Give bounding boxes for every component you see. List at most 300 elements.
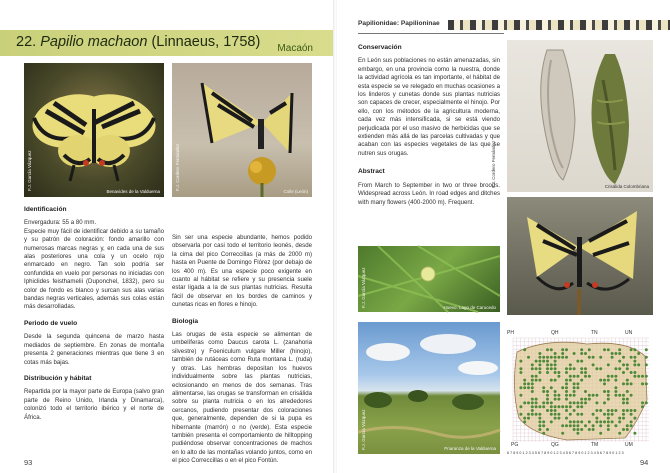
map-occurrence-dot xyxy=(614,386,617,389)
map-occurrence-dot xyxy=(542,401,545,404)
map-occurrence-dot xyxy=(538,360,541,363)
map-occurrence-dot xyxy=(535,375,538,378)
map-occurrence-dot xyxy=(607,417,610,420)
map-occurrence-dot xyxy=(584,375,587,378)
map-label-tn: TN xyxy=(591,330,598,336)
map-label-pg: PG xyxy=(511,442,519,448)
map-occurrence-dot xyxy=(554,398,557,401)
photo-caption: Benavides de la Valduerna xyxy=(106,189,160,194)
map-occurrence-dot xyxy=(546,398,549,401)
map-occurrence-dot xyxy=(527,417,530,420)
map-occurrence-dot xyxy=(622,363,625,366)
flight-period-text: Desde la segunda quincena de marzo hasta mediados de septiembre. En zonas de montaña presenta 2 generaciones mientras que tiene 3 en cotas más bajas. xyxy=(24,333,164,366)
map-label-um: UM xyxy=(625,442,633,448)
map-occurrence-dot xyxy=(523,417,526,420)
map-occurrence-dot xyxy=(599,432,602,435)
map-occurrence-dot xyxy=(576,413,579,416)
map-occurrence-dot xyxy=(573,409,576,412)
map-occurrence-dot xyxy=(519,360,522,363)
map-occurrence-dot xyxy=(588,348,591,351)
map-occurrence-dot xyxy=(538,428,541,431)
map-occurrence-dot xyxy=(546,348,549,351)
map-occurrence-dot xyxy=(614,367,617,370)
map-occurrence-dot xyxy=(599,424,602,427)
map-occurrence-dot xyxy=(645,356,648,359)
map-occurrence-dot xyxy=(535,398,538,401)
map-occurrence-dot xyxy=(531,363,534,366)
map-occurrence-dot xyxy=(546,409,549,412)
map-occurrence-dot xyxy=(554,417,557,420)
map-occurrence-dot xyxy=(542,432,545,435)
butterfly-perched-photo xyxy=(507,197,653,315)
map-occurrence-dot xyxy=(561,424,564,427)
map-occurrence-dot xyxy=(538,420,541,423)
biology-heading: Biología xyxy=(172,317,199,325)
map-occurrence-dot xyxy=(527,356,530,359)
butterfly-spread-photo xyxy=(24,63,164,197)
map-occurrence-dot xyxy=(569,394,572,397)
map-occurrence-dot xyxy=(580,367,583,370)
distribution-text: Repartida por la mayor parte de Europa (salvo gran parte de Reino Unido, Irlanda y Dinamarca), colonizó todo el territorio ibérico y el norte de África. xyxy=(24,388,164,421)
map-occurrence-dot xyxy=(573,424,576,427)
map-occurrence-dot xyxy=(622,394,625,397)
map-occurrence-dot xyxy=(569,367,572,370)
map-occurrence-dot xyxy=(603,348,606,351)
map-occurrence-dot xyxy=(576,401,579,404)
map-occurrence-dot xyxy=(557,371,560,374)
map-occurrence-dot xyxy=(618,394,621,397)
map-occurrence-dot xyxy=(573,382,576,385)
map-occurrence-dot xyxy=(573,386,576,389)
common-name: Macaón xyxy=(277,43,313,54)
map-occurrence-dot xyxy=(611,356,614,359)
map-occurrence-dot xyxy=(588,356,591,359)
map-occurrence-dot xyxy=(607,348,610,351)
map-occurrence-dot xyxy=(561,386,564,389)
map-occurrence-dot xyxy=(595,394,598,397)
map-occurrence-dot xyxy=(557,356,560,359)
map-occurrence-dot xyxy=(527,401,530,404)
map-occurrence-dot xyxy=(607,413,610,416)
map-occurrence-dot xyxy=(633,432,636,435)
map-occurrence-dot xyxy=(550,348,553,351)
map-occurrence-dot xyxy=(569,375,572,378)
map-occurrence-dot xyxy=(595,417,598,420)
map-occurrence-dot xyxy=(531,390,534,393)
map-occurrence-dot xyxy=(576,360,579,363)
map-occurrence-dot xyxy=(554,390,557,393)
map-occurrence-dot xyxy=(523,401,526,404)
map-occurrence-dot xyxy=(565,398,568,401)
map-occurrence-dot xyxy=(618,420,621,423)
map-occurrence-dot xyxy=(519,371,522,374)
map-occurrence-dot xyxy=(573,390,576,393)
map-occurrence-dot xyxy=(550,386,553,389)
photo-caption: Huevo. Lago de Carucedo xyxy=(443,305,496,310)
map-occurrence-dot xyxy=(622,409,625,412)
biology-text: Las orugas de esta especie se alimentan de umbelíferas como Daucus carota L. (zanahoria silvestre) y Foeniculum vulgare Miller (hinojo), también de rutáceas como Ruta montana L. (ruda) y otras. Las hembras depositan los huevos individualmente sobre las plantas nutricias, eclosionando en menos de dos semanas. Tras alimentarse, las orugas se transforman en crisálida sobre su planta nutricia o en los alrededores cercanos, pudiendo presentar dos coloraciones que, generalmente, dependen de si la pupa es hibernante (marrón) o no (verde). Esta especie también presenta el comportamiento de hilltopping pudiéndose observar concentraciones de machos en lo alto de las montañas volando juntos, como en el pico Correccillas o en el pico Fontún. xyxy=(172,331,312,465)
map-occurrence-dot xyxy=(546,363,549,366)
map-occurrence-dot xyxy=(622,398,625,401)
map-occurrence-dot xyxy=(592,428,595,431)
photo-caption: Priaranza de la Valduerna xyxy=(444,446,496,451)
map-occurrence-dot xyxy=(561,352,564,355)
map-occurrence-dot xyxy=(607,398,610,401)
map-occurrence-dot xyxy=(626,428,629,431)
map-occurrence-dot xyxy=(595,401,598,404)
map-occurrence-dot xyxy=(550,356,553,359)
map-occurrence-dot xyxy=(565,386,568,389)
map-occurrence-dot xyxy=(546,401,549,404)
map-occurrence-dot xyxy=(531,405,534,408)
map-occurrence-dot xyxy=(630,356,633,359)
map-occurrence-dot xyxy=(550,413,553,416)
map-occurrence-dot xyxy=(554,379,557,382)
map-occurrence-dot xyxy=(599,420,602,423)
map-occurrence-dot xyxy=(611,352,614,355)
map-occurrence-dot xyxy=(554,409,557,412)
abstract-heading: Abstract xyxy=(358,168,385,176)
map-occurrence-dot xyxy=(599,409,602,412)
map-occurrence-dot xyxy=(565,379,568,382)
map-label-qh: QH xyxy=(551,330,559,336)
map-occurrence-dot xyxy=(569,420,572,423)
map-occurrence-dot xyxy=(626,382,629,385)
map-occurrence-dot xyxy=(614,379,617,382)
text-column-2 xyxy=(172,234,312,466)
map-occurrence-dot xyxy=(618,360,621,363)
map-occurrence-dot xyxy=(592,424,595,427)
map-occurrence-dot xyxy=(580,348,583,351)
map-occurrence-dot xyxy=(538,424,541,427)
map-occurrence-dot xyxy=(542,390,545,393)
map-occurrence-dot xyxy=(599,379,602,382)
map-occurrence-dot xyxy=(531,413,534,416)
map-label-qg: QG xyxy=(551,442,559,448)
map-occurrence-dot xyxy=(618,352,621,355)
map-occurrence-dot xyxy=(607,379,610,382)
map-occurrence-dot xyxy=(535,367,538,370)
map-occurrence-dot xyxy=(588,394,591,397)
map-occurrence-dot xyxy=(554,363,557,366)
map-occurrence-dot xyxy=(622,356,625,359)
map-occurrence-dot xyxy=(576,375,579,378)
map-occurrence-dot xyxy=(630,413,633,416)
photo-credit: F.J. García Vázquez xyxy=(361,267,366,308)
map-occurrence-dot xyxy=(550,367,553,370)
map-occurrence-dot xyxy=(554,413,557,416)
map-occurrence-dot xyxy=(538,371,541,374)
map-occurrence-dot xyxy=(611,375,614,378)
map-occurrence-dot xyxy=(595,367,598,370)
map-occurrence-dot xyxy=(573,394,576,397)
map-occurrence-dot xyxy=(542,386,545,389)
map-occurrence-dot xyxy=(535,379,538,382)
map-occurrence-dot xyxy=(550,420,553,423)
map-occurrence-dot xyxy=(588,420,591,423)
map-occurrence-dot xyxy=(614,375,617,378)
map-occurrence-dot xyxy=(611,409,614,412)
map-occurrence-dot xyxy=(645,382,648,385)
map-occurrence-dot xyxy=(580,352,583,355)
map-occurrence-dot xyxy=(626,424,629,427)
map-occurrence-dot xyxy=(611,420,614,423)
photo-credit: F.J. García Vázquez xyxy=(361,409,366,450)
map-occurrence-dot xyxy=(554,367,557,370)
map-occurrence-dot xyxy=(565,390,568,393)
map-occurrence-dot xyxy=(592,413,595,416)
map-occurrence-dot xyxy=(595,409,598,412)
map-occurrence-dot xyxy=(633,371,636,374)
map-occurrence-dot xyxy=(527,382,530,385)
map-occurrence-dot xyxy=(538,379,541,382)
map-occurrence-dot xyxy=(576,424,579,427)
map-occurrence-dot xyxy=(569,424,572,427)
map-occurrence-dot xyxy=(580,360,583,363)
map-occurrence-dot xyxy=(542,405,545,408)
right-text-column xyxy=(358,44,500,207)
map-occurrence-dot xyxy=(580,379,583,382)
map-occurrence-dot xyxy=(584,398,587,401)
map-occurrence-dot xyxy=(523,386,526,389)
map-occurrence-dot xyxy=(607,390,610,393)
map-occurrence-dot xyxy=(588,428,591,431)
map-occurrence-dot xyxy=(565,348,568,351)
pupa-photo xyxy=(491,40,653,192)
map-occurrence-dot xyxy=(611,413,614,416)
egg-photo xyxy=(358,246,500,312)
map-occurrence-dot xyxy=(633,363,636,366)
identification-heading: Identificación xyxy=(24,206,67,213)
map-occurrence-dot xyxy=(531,409,534,412)
photo-caption: Colle (León) xyxy=(283,189,308,194)
map-occurrence-dot xyxy=(588,398,591,401)
flight-period-heading: Periodo de vuelo xyxy=(24,319,78,327)
map-occurrence-dot xyxy=(622,382,625,385)
map-occurrence-dot xyxy=(565,424,568,427)
map-occurrence-dot xyxy=(630,348,633,351)
map-occurrence-dot xyxy=(569,405,572,408)
map-occurrence-dot xyxy=(535,405,538,408)
abstract-text: From March to September in two or three broods. Widespread across León. In road edges and ditches with many flowers (400-2000 m). Frequent. xyxy=(358,181,500,206)
map-occurrence-dot xyxy=(603,382,606,385)
map-occurrence-dot xyxy=(523,382,526,385)
map-label-ph: PH xyxy=(507,330,514,336)
map-occurrence-dot xyxy=(565,394,568,397)
header-rule xyxy=(358,33,504,34)
map-occurrence-dot xyxy=(584,367,587,370)
map-occurrence-dot xyxy=(557,405,560,408)
map-occurrence-dot xyxy=(633,360,636,363)
map-occurrence-dot xyxy=(573,420,576,423)
map-occurrence-dot xyxy=(576,382,579,385)
map-occurrence-dot xyxy=(565,367,568,370)
map-occurrence-dot xyxy=(550,405,553,408)
map-occurrence-dot xyxy=(622,413,625,416)
map-occurrence-dot xyxy=(637,352,640,355)
map-occurrence-dot xyxy=(592,363,595,366)
map-occurrence-dot xyxy=(554,352,557,355)
map-occurrence-dot xyxy=(633,348,636,351)
map-occurrence-dot xyxy=(569,379,572,382)
map-occurrence-dot xyxy=(607,394,610,397)
map-occurrence-dot xyxy=(607,420,610,423)
map-occurrence-dot xyxy=(550,363,553,366)
map-occurrence-dot xyxy=(546,394,549,397)
map-occurrence-dot xyxy=(614,390,617,393)
map-occurrence-dot xyxy=(538,352,541,355)
photo-credit: F.J. Cordero Fernández xyxy=(175,143,180,191)
map-occurrence-dot xyxy=(641,405,644,408)
map-occurrence-dot xyxy=(645,401,648,404)
map-occurrence-dot xyxy=(584,371,587,374)
map-occurrence-dot xyxy=(531,367,534,370)
map-occurrence-dot xyxy=(569,413,572,416)
map-label-tm: TM xyxy=(591,442,599,448)
map-occurrence-dot xyxy=(607,428,610,431)
map-occurrence-dot xyxy=(554,371,557,374)
map-occurrence-dot xyxy=(584,424,587,427)
map-occurrence-dot xyxy=(576,428,579,431)
map-occurrence-dot xyxy=(557,413,560,416)
map-occurrence-dot xyxy=(565,405,568,408)
map-occurrence-dot xyxy=(531,382,534,385)
identification-text: Envergadura: 55 a 80 mm. Especie muy fácil de identificar debido a su tamaño y su patrón de coloración: fondo amarillo con numerosas marcas negras y, en cada una de sus alas posteriores una cola y un ocelo rojo enmarcado en negro. Tan solo podría ser confundida en vuelo por personas no iniciadas con Iphiclides feisthamelii (Duponchel, 1832), pero su color de fondo es blanco y surcan sus alas varias bandas negras verticales, además sus colas están más desarrolladas. xyxy=(24,219,164,311)
map-occurrence-dot xyxy=(527,413,530,416)
landscape-photo xyxy=(358,322,500,454)
map-occurrence-dot xyxy=(580,413,583,416)
map-occurrence-dot xyxy=(535,413,538,416)
map-occurrence-dot xyxy=(633,356,636,359)
map-occurrence-dot xyxy=(641,382,644,385)
map-occurrence-dot xyxy=(603,413,606,416)
map-occurrence-dot xyxy=(584,390,587,393)
map-occurrence-dot xyxy=(592,394,595,397)
map-occurrence-dot xyxy=(641,375,644,378)
map-occurrence-dot xyxy=(618,367,621,370)
map-occurrence-dot xyxy=(519,367,522,370)
map-occurrence-dot xyxy=(645,375,648,378)
map-occurrence-dot xyxy=(626,409,629,412)
map-column-numbers: 6 7 8 9 0 1 2 3 4 5 6 7 8 9 0 1 2 3 4 5 6 7 8 9 0 1 2 3 4 5 6 7 8 9 0 1 2 3 xyxy=(507,451,624,455)
map-occurrence-dot xyxy=(622,371,625,374)
map-occurrence-dot xyxy=(626,398,629,401)
map-occurrence-dot xyxy=(607,375,610,378)
habitat-text: Sin ser una especie abundante, hemos podido observarla por casi todo el territorio leonés, desde la cima del pico Correccillas (a más de 2000 m) hasta en Puente de Domingo Flórez (por debajo de los 400 m). Es una especie poco exigente en cuanto al hábitat se refiere y su presencia suele estar ligada a la de sus plantas nutricias. Resulta fácil de observar en los bordes de caminos y cunetas ricas en flores e hinojo. xyxy=(172,234,312,309)
map-occurrence-dot xyxy=(607,424,610,427)
map-occurrence-dot xyxy=(542,356,545,359)
map-occurrence-dot xyxy=(546,390,549,393)
map-occurrence-dot xyxy=(630,371,633,374)
map-occurrence-dot xyxy=(592,356,595,359)
map-occurrence-dot xyxy=(641,401,644,404)
map-occurrence-dot xyxy=(626,367,629,370)
map-occurrence-dot xyxy=(542,360,545,363)
map-occurrence-dot xyxy=(588,375,591,378)
map-occurrence-dot xyxy=(614,424,617,427)
map-occurrence-dot xyxy=(531,398,534,401)
map-occurrence-dot xyxy=(531,379,534,382)
map-occurrence-dot xyxy=(538,367,541,370)
map-occurrence-dot xyxy=(519,394,522,397)
map-label-un: UN xyxy=(625,330,633,336)
photo-caption: Crisálida Colombriana xyxy=(604,184,649,189)
map-occurrence-dot xyxy=(523,379,526,382)
map-occurrence-dot xyxy=(550,409,553,412)
map-occurrence-dot xyxy=(618,417,621,420)
map-occurrence-dot xyxy=(630,382,633,385)
conservation-text: En León sus poblaciones no están amenazadas, sin embargo, en una provincia como la nuestra, donde la actividad agrícola es tan importante, el hábitat de esta especie se ve relegado en muchas ocasiones a los linderos y cunetas donde sus plantas nutricias son capaces de crecer, especialmente el hinojo. Por ello, con los métodos de la agricultura moderna, cada vez más intensificada, si se está viendo perjudicada por el uso masivo de herbicidas que se extienden más allá de las parcelas cultivadas y que acaban con las especies vegetales de las que se nutren sus orugas. xyxy=(358,57,500,157)
map-occurrence-dot xyxy=(622,428,625,431)
map-occurrence-dot xyxy=(557,398,560,401)
map-occurrence-dot xyxy=(531,375,534,378)
map-occurrence-dot xyxy=(630,394,633,397)
map-occurrence-dot xyxy=(538,363,541,366)
map-occurrence-dot xyxy=(630,420,633,423)
map-occurrence-dot xyxy=(519,386,522,389)
map-occurrence-dot xyxy=(573,375,576,378)
map-occurrence-dot xyxy=(603,420,606,423)
map-occurrence-dot xyxy=(546,428,549,431)
map-occurrence-dot xyxy=(542,420,545,423)
map-occurrence-dot xyxy=(557,375,560,378)
map-occurrence-dot xyxy=(535,360,538,363)
map-occurrence-dot xyxy=(561,432,564,435)
map-occurrence-dot xyxy=(576,405,579,408)
map-occurrence-dot xyxy=(607,363,610,366)
species-title: 22. Papilio machaon (Linnaeus, 1758) xyxy=(16,34,261,50)
map-occurrence-dot xyxy=(565,356,568,359)
map-occurrence-dot xyxy=(565,371,568,374)
map-occurrence-dot xyxy=(531,401,534,404)
map-occurrence-dot xyxy=(565,382,568,385)
map-occurrence-dot xyxy=(614,409,617,412)
distribution-heading: Distribución y hábitat xyxy=(24,374,92,382)
map-occurrence-dot xyxy=(626,401,629,404)
map-occurrence-dot xyxy=(538,356,541,359)
map-occurrence-dot xyxy=(637,375,640,378)
map-occurrence-dot xyxy=(622,417,625,420)
map-occurrence-dot xyxy=(557,394,560,397)
map-occurrence-dot xyxy=(576,432,579,435)
map-occurrence-dot xyxy=(630,424,633,427)
map-occurrence-dot xyxy=(633,417,636,420)
map-occurrence-dot xyxy=(569,363,572,366)
conservation-heading: Conservación xyxy=(358,44,402,51)
text-column-1 xyxy=(24,206,164,422)
distribution-map xyxy=(507,330,653,460)
map-occurrence-dot xyxy=(538,405,541,408)
map-occurrence-dot xyxy=(607,409,610,412)
map-occurrence-dot xyxy=(580,420,583,423)
map-occurrence-dot xyxy=(576,386,579,389)
map-occurrence-dot xyxy=(573,367,576,370)
map-occurrence-dot xyxy=(603,390,606,393)
map-occurrence-dot xyxy=(542,424,545,427)
family-header: Papilionidae: Papilioninae xyxy=(358,20,440,27)
map-occurrence-dot xyxy=(626,363,629,366)
map-occurrence-dot xyxy=(573,352,576,355)
map-occurrence-dot xyxy=(557,417,560,420)
map-occurrence-dot xyxy=(595,420,598,423)
map-occurrence-dot xyxy=(599,356,602,359)
map-occurrence-dot xyxy=(565,409,568,412)
map-occurrence-dot xyxy=(523,420,526,423)
map-occurrence-dot xyxy=(546,360,549,363)
map-occurrence-dot xyxy=(535,401,538,404)
map-occurrence-dot xyxy=(618,432,621,435)
map-occurrence-dot xyxy=(599,367,602,370)
